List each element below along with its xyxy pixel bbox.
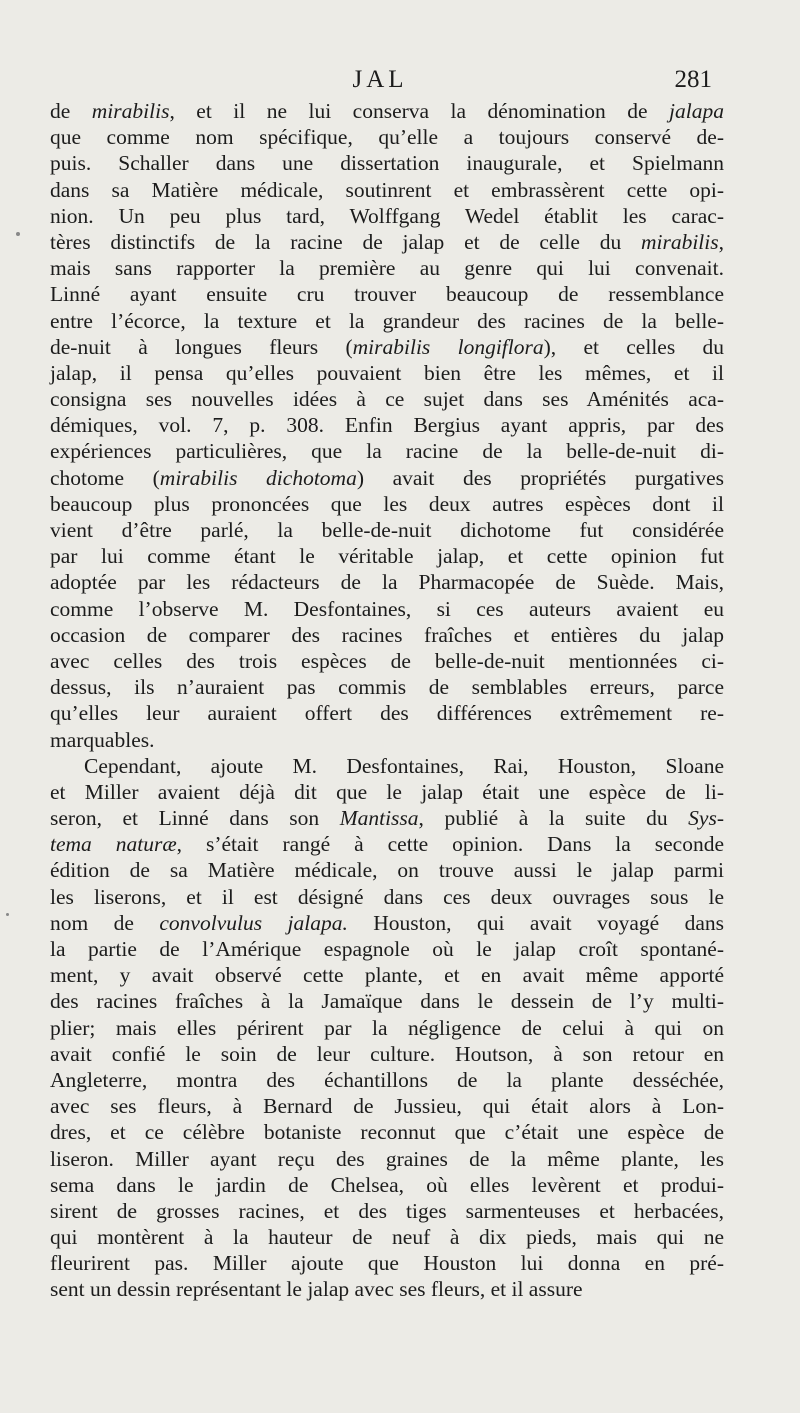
text-line — [50, 753, 724, 779]
page-number: 281 — [674, 66, 712, 93]
text-run: dessus, ils n’auraient pas commis de semblables erreurs, parce — [50, 675, 724, 700]
text-run: occasion de comparer des racines fraîches et entières du jalap — [50, 622, 724, 647]
text-line — [50, 465, 724, 491]
text-run: beaucoup plus prononcées que les deux autres espèces dont il — [50, 491, 724, 516]
text-run: plier; mais elles périrent par la négligence de celui à qui on — [50, 1015, 724, 1040]
text-run: ) avait des propriétés purgatives — [356, 465, 724, 490]
text-run: Houston, qui avait voyagé dans — [347, 910, 724, 935]
italic-text: Sys- — [688, 806, 724, 831]
running-title: JAL — [352, 66, 408, 93]
text-run: tères distinctifs de la racine de jalap et de celle du — [50, 229, 641, 254]
text-line — [50, 962, 724, 988]
text-line — [50, 1172, 724, 1198]
text-run: liseron. Miller ayant reçu des graines de la même plante, les — [50, 1146, 724, 1171]
text-run: édition de sa Matière médicale, on trouve aussi le jalap parmi — [50, 858, 724, 883]
text-line — [50, 779, 724, 805]
text-run: ), et celles du — [543, 334, 724, 359]
text-run: nom de — [50, 910, 160, 935]
text-run: puis. Schaller dans une dissertation inaugurale, et Spielmann — [50, 151, 724, 176]
text-line — [50, 884, 724, 910]
text-line — [50, 1250, 724, 1276]
text-run: ment, y avait observé cette plante, et en avait même apporté — [50, 963, 724, 988]
text-run: , publié à la suite du — [418, 806, 689, 831]
text-run: les liserons, et il est désigné dans ces deux ouvrages sous le — [50, 884, 724, 909]
text-line — [50, 517, 724, 543]
text-run: jalap, il pensa qu’elles pouvaient bien être les mêmes, et il — [50, 360, 724, 385]
italic-text: mirabilis — [91, 99, 170, 123]
text-line — [50, 910, 724, 936]
text-line — [50, 438, 724, 464]
italic-text: convolvulus jalapa. — [159, 910, 348, 935]
text-line — [50, 124, 724, 150]
text-line — [50, 255, 724, 281]
text-run: marquables. — [50, 727, 155, 752]
italic-text: Mantissa — [339, 806, 419, 831]
text-line — [50, 988, 724, 1014]
text-line — [50, 648, 724, 674]
text-run: la partie de l’Amérique espagnole où le jalap croît spontané- — [50, 937, 724, 961]
text-run: , — [718, 229, 724, 254]
text-run: comme l’observe M. Desfontaines, si ces auteurs avaient eu — [50, 596, 724, 621]
text-run: consigna ses nouvelles idées à ce sujet dans ses Aménités aca- — [50, 387, 724, 412]
text-line — [50, 1119, 724, 1145]
text-run: de-nuit à longues fleurs ( — [50, 334, 353, 359]
text-line — [50, 491, 724, 517]
text-run: sema dans le jardin de Chelsea, où elles levèrent et produi- — [50, 1172, 724, 1197]
text-line — [50, 1224, 724, 1250]
text-line — [50, 177, 724, 203]
text-run: expériences particulières, que la racine de la belle-de-nuit di- — [50, 439, 724, 464]
italic-text: mirabilis dichotoma — [159, 465, 357, 490]
text-run: Linné ayant ensuite cru trouver beaucoup de ressemblance — [50, 282, 724, 307]
text-line — [50, 674, 724, 700]
text-run: avait confié le soin de leur culture. Houtson, à son retour en — [50, 1041, 724, 1066]
text-run: des racines fraîches à la Jamaïque dans le dessein de l’y multi- — [50, 989, 724, 1014]
text-run: , s’était rangé à cette opinion. Dans la seconde — [176, 832, 724, 857]
text-run: qu’elles leur auraient offert des différences extrêmement re- — [50, 701, 724, 726]
text-line — [50, 596, 724, 622]
text-line — [50, 831, 724, 857]
text-line — [50, 98, 724, 124]
body-text — [50, 98, 724, 1303]
text-line — [50, 857, 724, 883]
text-line — [50, 412, 724, 438]
text-line — [50, 1146, 724, 1172]
text-line — [50, 622, 724, 648]
text-line — [50, 386, 724, 412]
text-run: dans sa Matière médicale, soutinrent et embrassèrent cette opi- — [50, 177, 724, 202]
text-line — [50, 308, 724, 334]
text-run: sent un dessin représentant le jalap avec ses fleurs, et il assure — [50, 1277, 583, 1302]
text-run: de — [50, 99, 92, 123]
text-run: nion. Un peu plus tard, Wolffgang Wedel établit les carac- — [50, 203, 724, 228]
text-run: que comme nom spécifique, qu’elle a toujours conservé de- — [50, 125, 724, 150]
text-run: démiques, vol. 7, p. 308. Enfin Bergius ayant appris, par des — [50, 413, 724, 438]
text-line — [50, 229, 724, 255]
text-line — [50, 334, 724, 360]
text-line — [50, 203, 724, 229]
running-header — [48, 66, 712, 100]
text-line — [50, 543, 724, 569]
text-line — [50, 805, 724, 831]
text-run: entre l’écorce, la texture et la grandeur des racines de la belle- — [50, 308, 724, 333]
text-run: fleurirent pas. Miller ajoute que Houston lui donna en pré- — [50, 1251, 724, 1276]
text-line — [50, 360, 724, 386]
text-line — [50, 1093, 724, 1119]
italic-text: jalapa — [669, 99, 724, 123]
text-run: vient d’être parlé, la belle-de-nuit dichotome fut considérée — [50, 518, 724, 542]
text-run: chotome ( — [50, 465, 160, 490]
text-line — [50, 1067, 724, 1093]
text-line — [50, 1015, 724, 1041]
text-run: avec ses fleurs, à Bernard de Jussieu, qui était alors à Lon- — [50, 1094, 724, 1119]
italic-text: mirabilis longiflora — [352, 334, 544, 359]
text-run: Cependant, ajoute M. Desfontaines, Rai, Houston, Sloane — [84, 753, 724, 778]
text-run: et Miller avaient déjà dit que le jalap était une espèce de li- — [50, 779, 724, 804]
text-run: dres, et ce célèbre botaniste reconnut que c’était une espèce de — [50, 1120, 724, 1145]
margin-speck — [6, 913, 9, 916]
text-line — [50, 569, 724, 595]
text-run: sirent de grosses racines, et des tiges sarmenteuses et herbacées, — [50, 1198, 724, 1223]
margin-speck — [16, 232, 20, 236]
text-line — [50, 1276, 724, 1302]
text-line — [50, 1041, 724, 1067]
text-line — [50, 936, 724, 962]
text-run: seron, et Linné dans son — [50, 806, 340, 831]
text-run: , et il ne lui conserva la dénomination de — [169, 99, 670, 123]
text-line — [50, 727, 724, 753]
italic-text: mirabilis — [640, 229, 719, 254]
text-line — [50, 281, 724, 307]
text-run: avec celles des trois espèces de belle-de-nuit mentionnées ci- — [50, 648, 724, 673]
text-run: mais sans rapporter la première au genre qui lui convenait. — [50, 256, 724, 281]
text-run: qui montèrent à la hauteur de neuf à dix pieds, mais qui ne — [50, 1225, 724, 1250]
text-line — [50, 150, 724, 176]
text-run: adoptée par les rédacteurs de la Pharmacopée de Suède. Mais, — [50, 570, 724, 595]
text-run: Angleterre, montra des échantillons de la plante desséchée, — [50, 1067, 724, 1092]
text-line — [50, 1198, 724, 1224]
text-line — [50, 700, 724, 726]
italic-text: tema naturæ — [50, 832, 177, 857]
text-run: par lui comme étant le véritable jalap, et cette opinion fut — [50, 544, 724, 569]
